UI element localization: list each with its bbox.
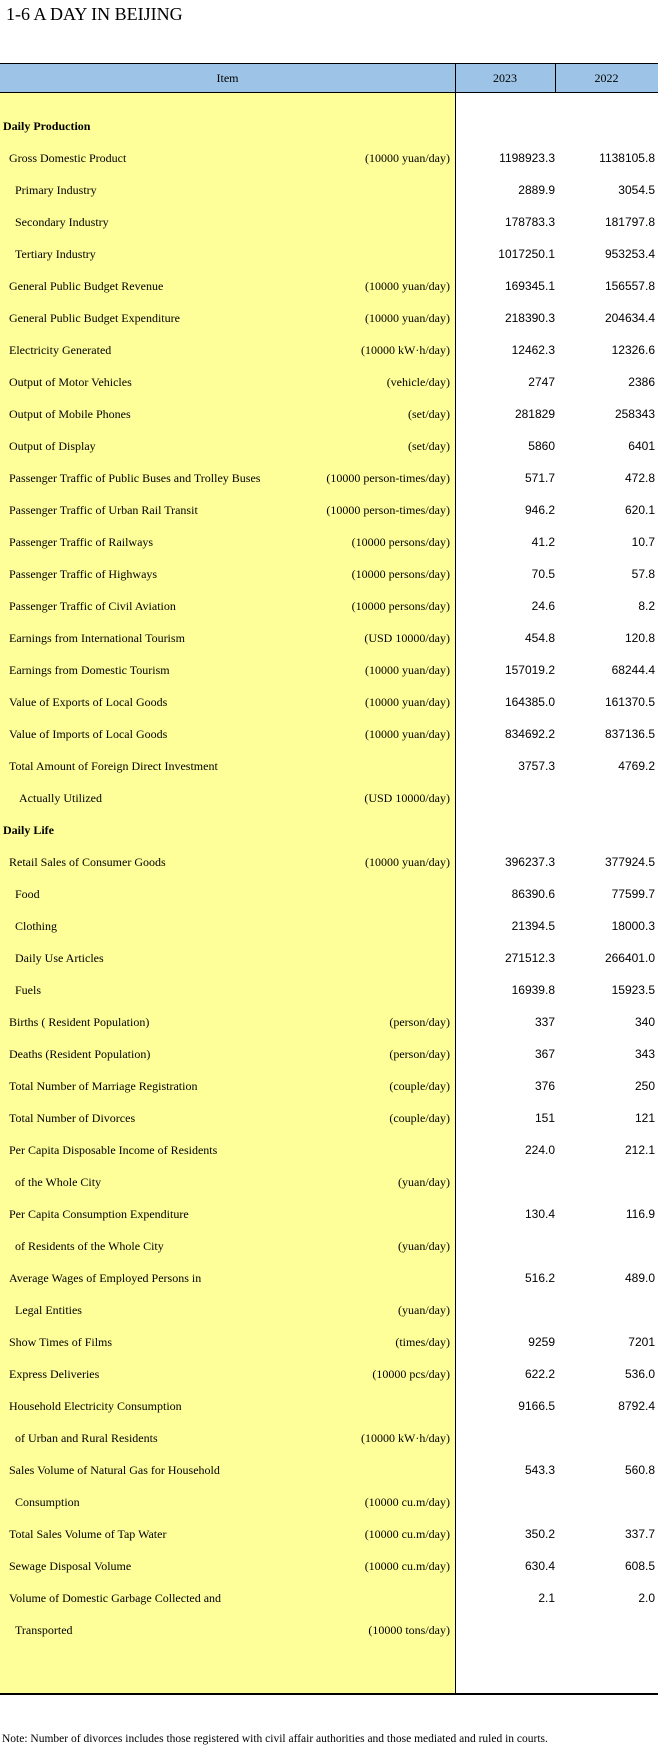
row-label: Express Deliveries: [9, 1367, 100, 1381]
table-row: [0, 590, 658, 622]
table-row: [0, 1038, 658, 1070]
table-row: [0, 270, 658, 302]
value-2023: 24.6: [531, 599, 555, 613]
row-label: Total Sales Volume of Tap Water: [9, 1527, 167, 1541]
row-unit: (10000 cu.m/day): [364, 1559, 450, 1573]
table-row: [0, 462, 658, 494]
value-2023: 12462.3: [511, 343, 555, 357]
value-2023: 70.5: [531, 567, 555, 581]
row-unit: (person/day): [389, 1015, 450, 1029]
row-label: Transported: [15, 1623, 73, 1637]
row-label: Value of Exports of Local Goods: [9, 695, 168, 709]
table-row: [0, 1390, 658, 1422]
value-2023: 21394.5: [511, 919, 555, 933]
table-row: [0, 1262, 658, 1294]
table-row: [0, 718, 658, 750]
table-row: [0, 1582, 658, 1614]
row-label: Fuels: [15, 983, 42, 997]
row-label: Electricity Generated: [9, 343, 112, 357]
value-2023: 3757.3: [518, 759, 555, 773]
row-label: Clothing: [15, 919, 58, 933]
value-2023: 396237.3: [504, 855, 555, 869]
value-2023: 16939.8: [511, 983, 555, 997]
value-2023: 946.2: [524, 503, 555, 517]
row-label: Total Amount of Foreign Direct Investment: [9, 759, 218, 773]
row-label: Show Times of Films: [9, 1335, 113, 1349]
table-row: [0, 174, 658, 206]
value-2022: 472.8: [624, 471, 655, 485]
header-divider: [555, 63, 556, 93]
table-row: [0, 238, 658, 270]
value-2022: 7201: [628, 1335, 655, 1349]
value-2022: 536.0: [624, 1367, 655, 1381]
value-2023: 130.4: [524, 1207, 555, 1221]
table-row: [0, 622, 658, 654]
row-unit: (10000 tons/day): [368, 1623, 450, 1637]
value-2023: 169345.1: [504, 279, 555, 293]
footnote: Note: Number of divorces includes those registered with civil affair authorities and those mediated and ruled in courts.: [2, 1733, 548, 1745]
value-2023: 178783.3: [504, 215, 555, 229]
row-unit: (person/day): [389, 1047, 450, 1061]
row-label: Retail Sales of Consumer Goods: [9, 855, 166, 869]
value-2022: 57.8: [631, 567, 655, 581]
row-label: Passenger Traffic of Civil Aviation: [9, 599, 176, 613]
value-2023: 337: [534, 1015, 555, 1029]
table-row: [0, 1326, 658, 1358]
value-2022: 204634.4: [604, 311, 655, 325]
row-unit: (couple/day): [389, 1111, 450, 1125]
table-row: [0, 846, 658, 878]
value-2023: 1017250.1: [498, 247, 555, 261]
row-label: Food: [15, 887, 40, 901]
table-header: [0, 63, 658, 93]
row-unit: (10000 yuan/day): [365, 311, 450, 325]
row-label: of the Whole City: [15, 1175, 102, 1189]
row-label: Passenger Traffic of Public Buses and Trolley Buses: [9, 471, 261, 485]
value-2022: 620.1: [624, 503, 655, 517]
page-title: 1-6 A DAY IN BEIJING: [6, 4, 183, 24]
row-label: Daily Use Articles: [15, 951, 104, 965]
row-label: of Urban and Rural Residents: [15, 1431, 158, 1445]
row-unit: (yuan/day): [398, 1239, 450, 1253]
value-2022: 343: [634, 1047, 655, 1061]
table-row: [0, 1070, 658, 1102]
value-2023: 224.0: [524, 1143, 555, 1157]
value-2022: 6401: [628, 439, 655, 453]
row-unit: (times/day): [395, 1335, 450, 1349]
value-2023: 218390.3: [504, 311, 555, 325]
row-label: Value of Imports of Local Goods: [9, 727, 168, 741]
table-row: [0, 910, 658, 942]
value-2022: 489.0: [624, 1271, 655, 1285]
value-2023: 41.2: [531, 535, 555, 549]
value-2022: 156557.8: [604, 279, 655, 293]
value-2022: 121: [634, 1111, 655, 1125]
value-2023: 2747: [528, 375, 555, 389]
row-label: Passenger Traffic of Highways: [9, 567, 158, 581]
row-label: Per Capita Consumption Expenditure: [9, 1207, 189, 1221]
row-label: Output of Motor Vehicles: [9, 375, 132, 389]
row-unit: (10000 yuan/day): [365, 695, 450, 709]
row-label: Passenger Traffic of Railways: [9, 535, 154, 549]
table-row: [0, 526, 658, 558]
row-label: Secondary Industry: [15, 215, 109, 229]
row-label: Per Capita Disposable Income of Residents: [9, 1143, 218, 1157]
row-label: Deaths (Resident Population): [9, 1047, 151, 1061]
table-row: [0, 398, 658, 430]
value-2023: 367: [534, 1047, 555, 1061]
row-label: Earnings from International Tourism: [9, 631, 185, 645]
row-unit: (10000 person-times/day): [326, 471, 450, 485]
row-unit: (10000 yuan/day): [365, 151, 450, 165]
row-unit: (10000 cu.m/day): [364, 1527, 450, 1541]
row-label: Household Electricity Consumption: [9, 1399, 182, 1413]
table-row: [0, 494, 658, 526]
value-2022: 837136.5: [604, 727, 655, 741]
table-row: [0, 750, 658, 782]
row-unit: (10000 pcs/day): [372, 1367, 450, 1381]
table-row: [0, 142, 658, 174]
table-row: [0, 302, 658, 334]
value-2022: 377924.5: [604, 855, 655, 869]
row-label: Passenger Traffic of Urban Rail Transit: [9, 503, 198, 517]
row-label: Total Number of Marriage Registration: [9, 1079, 198, 1093]
table-row: [0, 1006, 658, 1038]
table-bottom-border: [0, 1693, 658, 1695]
table-row: [0, 782, 658, 814]
value-2023: 9166.5: [518, 1399, 555, 1413]
row-label: Output of Display: [9, 439, 96, 453]
data-table: [0, 63, 658, 1693]
row-unit: (10000 yuan/day): [365, 727, 450, 741]
section-heading-row: [0, 814, 658, 846]
row-label: General Public Budget Revenue: [9, 279, 164, 293]
value-2023: 571.7: [524, 471, 555, 485]
table-row: [0, 878, 658, 910]
value-2023: 454.8: [524, 631, 555, 645]
value-2023: 630.4: [524, 1559, 555, 1573]
row-label: Consumption: [15, 1495, 80, 1509]
row-label: Daily Production: [3, 119, 91, 133]
table-row: [0, 1230, 658, 1262]
table-row: [0, 1102, 658, 1134]
row-label: Average Wages of Employed Persons in: [9, 1271, 202, 1285]
value-2023: 164385.0: [504, 695, 555, 709]
row-label: Sales Volume of Natural Gas for Household: [9, 1463, 220, 1477]
value-2022: 2.0: [638, 1591, 655, 1605]
value-2022: 250: [634, 1079, 655, 1093]
value-2022: 2386: [628, 375, 655, 389]
row-label: General Public Budget Expenditure: [9, 311, 180, 325]
row-unit: (10000 kW·h/day): [361, 343, 450, 357]
row-unit: (set/day): [408, 407, 450, 421]
row-unit: (10000 kW·h/day): [361, 1431, 450, 1445]
row-unit: (set/day): [408, 439, 450, 453]
value-2023: 516.2: [524, 1271, 555, 1285]
value-2023: 834692.2: [504, 727, 555, 741]
row-unit: (10000 cu.m/day): [364, 1495, 450, 1509]
table-row: [0, 1614, 658, 1646]
value-2023: 376: [534, 1079, 555, 1093]
row-label: Earnings from Domestic Tourism: [9, 663, 170, 677]
row-label: Primary Industry: [15, 183, 97, 197]
table-row: [0, 1198, 658, 1230]
table-row: [0, 942, 658, 974]
row-unit: (vehicle/day): [386, 375, 450, 389]
value-2023: 9259: [528, 1335, 555, 1349]
header-2022: 2022: [594, 71, 619, 85]
table-row: [0, 366, 658, 398]
header-item: Item: [216, 71, 239, 85]
row-label: Births ( Resident Population): [9, 1015, 150, 1029]
value-2022: 3054.5: [618, 183, 655, 197]
value-2022: 161370.5: [604, 695, 655, 709]
header-2023: 2023: [493, 71, 517, 85]
table-row: [0, 686, 658, 718]
value-2022: 18000.3: [611, 919, 655, 933]
row-label: Legal Entities: [15, 1303, 82, 1317]
row-unit: (USD 10000/day): [364, 791, 450, 805]
value-2022: 266401.0: [604, 951, 655, 965]
value-2022: 340: [634, 1015, 655, 1029]
row-unit: (10000 persons/day): [351, 599, 450, 613]
table-row: [0, 1422, 658, 1454]
table-row: [0, 1134, 658, 1166]
value-2023: 271512.3: [504, 951, 555, 965]
table-row: [0, 1550, 658, 1582]
value-2022: 10.7: [631, 535, 655, 549]
row-unit: (10000 yuan/day): [365, 663, 450, 677]
table-row: [0, 974, 658, 1006]
row-label: Sewage Disposal Volume: [9, 1559, 132, 1573]
row-label: of Residents of the Whole City: [15, 1239, 164, 1253]
row-label: Gross Domestic Product: [9, 151, 127, 165]
value-2022: 560.8: [624, 1463, 655, 1477]
value-2023: 350.2: [524, 1527, 555, 1541]
row-label: Daily Life: [3, 823, 54, 837]
value-2023: 1198923.3: [499, 151, 555, 165]
table-row: [0, 1166, 658, 1198]
value-2022: 116.9: [625, 1207, 655, 1221]
value-2023: 151: [534, 1111, 555, 1125]
row-unit: (10000 yuan/day): [365, 855, 450, 869]
table-row: [0, 430, 658, 462]
row-label: Volume of Domestic Garbage Collected and: [9, 1591, 222, 1605]
table-row: [0, 1518, 658, 1550]
value-2022: 953253.4: [604, 247, 655, 261]
table-row: [0, 1358, 658, 1390]
value-2022: 337.7: [624, 1527, 655, 1541]
table-row: [0, 1486, 658, 1518]
value-2023: 281829: [514, 407, 555, 421]
value-2023: 5860: [528, 439, 555, 453]
row-unit: (yuan/day): [398, 1175, 450, 1189]
value-2023: 157019.2: [504, 663, 555, 677]
row-unit: (USD 10000/day): [364, 631, 450, 645]
value-2023: 2889.9: [518, 183, 555, 197]
table-row: [0, 206, 658, 238]
row-unit: (yuan/day): [398, 1303, 450, 1317]
row-label: Actually Utilized: [19, 791, 102, 805]
value-2022: 1138105.8: [599, 151, 655, 165]
row-label: Tertiary Industry: [15, 247, 96, 261]
value-2023: 2.1: [538, 1591, 555, 1605]
value-2022: 258343: [614, 407, 655, 421]
value-2022: 12326.6: [611, 343, 655, 357]
table-row: [0, 654, 658, 686]
value-2023: 622.2: [524, 1367, 555, 1381]
value-2022: 8.2: [638, 599, 655, 613]
value-2022: 68244.4: [611, 663, 655, 677]
value-2022: 120.8: [624, 631, 655, 645]
section-heading-row: [0, 110, 658, 142]
row-unit: (10000 person-times/day): [326, 503, 450, 517]
value-2023: 86390.6: [511, 887, 555, 901]
value-2022: 77599.7: [611, 887, 655, 901]
value-2022: 608.5: [624, 1559, 655, 1573]
value-2022: 8792.4: [618, 1399, 655, 1413]
row-unit: (10000 persons/day): [351, 567, 450, 581]
table-row: [0, 1294, 658, 1326]
row-label: Output of Mobile Phones: [9, 407, 131, 421]
value-2023: 543.3: [524, 1463, 555, 1477]
value-2022: 4769.2: [618, 759, 655, 773]
row-label: Total Number of Divorces: [9, 1111, 136, 1125]
row-unit: (10000 yuan/day): [365, 279, 450, 293]
value-2022: 181797.8: [604, 215, 655, 229]
value-2022: 15923.5: [611, 983, 655, 997]
value-2022: 212.1: [624, 1143, 655, 1157]
table-row: [0, 334, 658, 366]
table-row: [0, 558, 658, 590]
table-row: [0, 1454, 658, 1486]
row-unit: (10000 persons/day): [351, 535, 450, 549]
row-unit: (couple/day): [389, 1079, 450, 1093]
